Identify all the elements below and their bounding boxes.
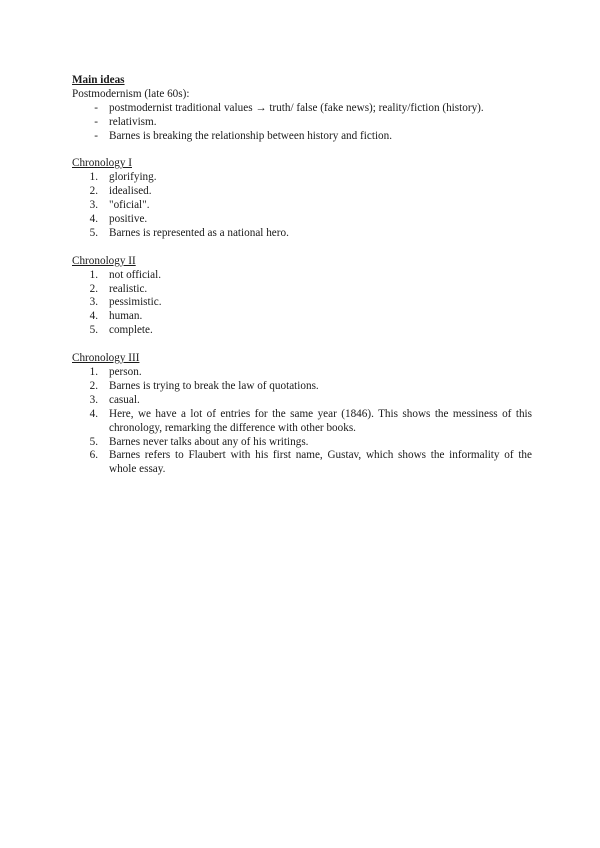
document-page — [72, 74, 532, 477]
list-number: 4. — [89, 310, 98, 323]
list-item — [72, 310, 532, 324]
list-item-text: complete. — [109, 324, 153, 337]
list-item-text: realistic. — [109, 282, 148, 295]
list-number: 3. — [89, 393, 98, 406]
list-item-text: postmodernist traditional values → truth/ false (fake news); reality/fiction (history). — [109, 101, 484, 114]
list-item — [72, 380, 532, 394]
list-item-text: glorifying. — [109, 171, 157, 184]
list-item-text: positive. — [109, 213, 148, 226]
list-item-text: casual. — [109, 393, 140, 406]
list-number: 3. — [89, 296, 98, 309]
list-item-text: idealised. — [109, 185, 152, 198]
list-number: 1. — [89, 268, 98, 281]
list-number: 1. — [89, 365, 98, 378]
dash-marker: - — [94, 101, 98, 114]
list-item-text: Barnes is breaking the relationship between history and fiction. — [109, 129, 393, 142]
list-item — [72, 269, 532, 283]
list-number: 3. — [89, 199, 98, 212]
list-item — [72, 366, 532, 380]
chronology-1-title: Chronology I — [72, 157, 132, 170]
list-item — [72, 227, 532, 241]
list-number: 4. — [89, 407, 98, 420]
dash-marker: - — [94, 115, 98, 128]
list-item-text: human. — [109, 310, 143, 323]
list-item — [72, 283, 532, 297]
main-ideas-list — [72, 102, 532, 144]
list-item — [72, 324, 532, 338]
list-item-text: relativism. — [109, 115, 157, 128]
main-ideas-heading: Main ideas — [72, 74, 125, 86]
chronology-3-list — [72, 366, 532, 477]
list-number: 5. — [89, 324, 98, 337]
postmodernism-intro: Postmodernism (late 60s): — [72, 87, 190, 100]
list-number: 4. — [89, 213, 98, 226]
list-number: 2. — [89, 185, 98, 198]
list-item-text: Here, we have a lot of entries for the same year (1846). This shows the messiness of this chronology, remarking the difference with other books. — [109, 407, 532, 434]
list-number: 1. — [89, 171, 98, 184]
list-item-text: person. — [109, 365, 142, 378]
list-number: 5. — [89, 226, 98, 239]
list-item-text: Barnes never talks about any of his writings. — [109, 435, 309, 448]
list-item — [72, 116, 532, 130]
list-item — [72, 408, 532, 436]
list-item — [72, 449, 532, 477]
list-number: 2. — [89, 379, 98, 392]
list-item-text: not official. — [109, 268, 161, 281]
list-item — [72, 171, 532, 185]
list-item-text: pessimistic. — [109, 296, 162, 309]
list-item-text: Barnes is represented as a national hero. — [109, 226, 289, 239]
list-item-text: Barnes refers to Flaubert with his first name, Gustav, which shows the informality of the whole essay. — [109, 449, 532, 476]
list-number: 6. — [89, 449, 98, 462]
list-item — [72, 436, 532, 450]
chronology-2-list — [72, 269, 532, 339]
list-item — [72, 185, 532, 199]
list-item — [72, 394, 532, 408]
chronology-1-list — [72, 171, 532, 241]
list-item — [72, 296, 532, 310]
list-item — [72, 130, 532, 144]
list-item — [72, 213, 532, 227]
list-number: 2. — [89, 282, 98, 295]
list-item-text: Barnes is trying to break the law of quotations. — [109, 379, 319, 392]
dash-marker: - — [94, 129, 98, 142]
list-item — [72, 199, 532, 213]
chronology-3-title: Chronology III — [72, 352, 140, 365]
list-number: 5. — [89, 435, 98, 448]
chronology-2-title: Chronology II — [72, 254, 136, 267]
list-item — [72, 102, 532, 116]
list-item-text: "oficial". — [109, 199, 150, 212]
